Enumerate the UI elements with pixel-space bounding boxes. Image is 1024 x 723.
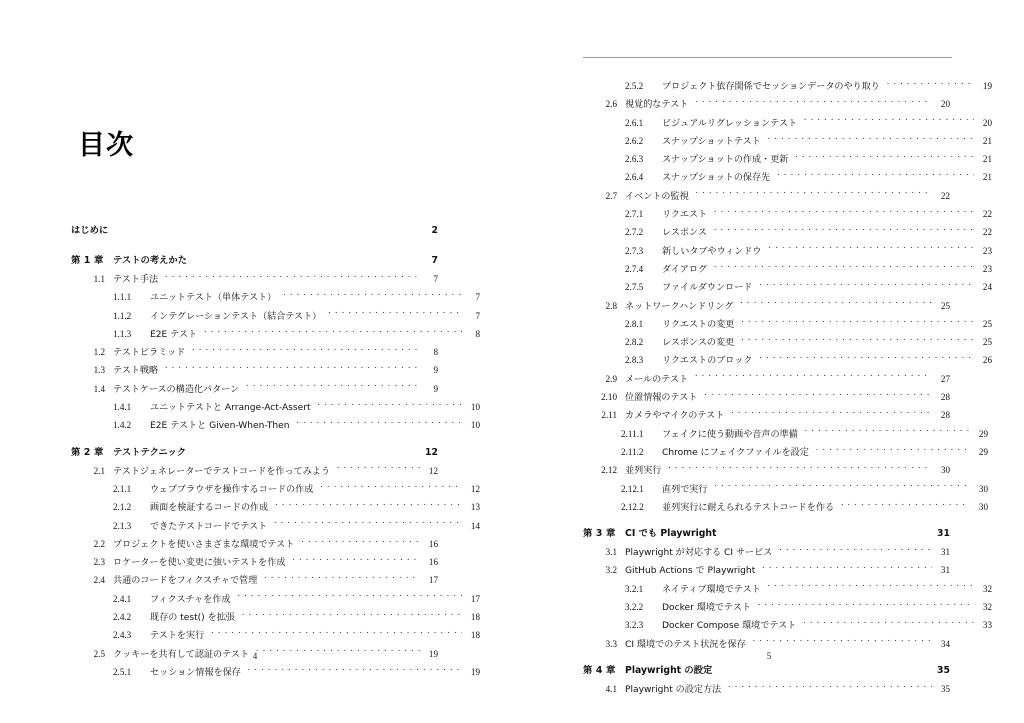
toc-entry-title: CI でも Playwright xyxy=(625,528,717,540)
toc-entry-number: 2.4.2 xyxy=(113,612,132,623)
toc-dot-leader xyxy=(696,190,932,199)
toc-entry[interactable] xyxy=(583,426,988,444)
toc-entry-page: 32 xyxy=(982,602,992,613)
toc-entry-title: Docker Compose 環境でテスト xyxy=(662,621,797,632)
toc-entry-number: 2.7 xyxy=(605,190,617,201)
toc-entry-number: 2.6.1 xyxy=(625,117,644,128)
toc-entry-title: テストピラミッド xyxy=(113,348,186,359)
folio-left: 4 xyxy=(252,651,258,661)
toc-entry[interactable] xyxy=(583,151,992,169)
toc-dot-leader xyxy=(768,583,974,592)
toc-entry-page: 25 xyxy=(982,318,992,329)
toc-entry[interactable] xyxy=(583,599,992,617)
toc-entry-page: 23 xyxy=(982,263,992,274)
toc-entry-title: テスト戦略 xyxy=(113,366,159,377)
toc-dot-leader xyxy=(841,501,970,510)
toc-entry-title: プロジェクトを使いさまざまな環境でテスト xyxy=(113,539,295,550)
toc-entry-title: スナップショットの保存先 xyxy=(662,173,771,184)
toc-dot-leader xyxy=(740,300,932,309)
toc-entry-title: レスポンスの変更 xyxy=(662,338,735,349)
toc-dot-leader xyxy=(695,373,932,382)
toc-entry-title: Playwright の設定方法 xyxy=(625,684,722,695)
toc-entry-number: 2.12.2 xyxy=(621,501,644,512)
toc-dot-leader xyxy=(714,208,974,217)
toc-entry-page: 25 xyxy=(982,337,992,348)
toc-entry-page: 13 xyxy=(470,502,480,513)
toc-dot-leader xyxy=(768,135,974,144)
toc-entry[interactable] xyxy=(583,617,992,635)
toc-dot-leader xyxy=(668,464,932,473)
toc-entry[interactable] xyxy=(71,627,480,645)
toc-entry-number: 1.1.1 xyxy=(113,292,132,303)
toc-entry-title: ロケーターを使い変更に強いテストを作成 xyxy=(113,558,286,569)
toc-entry-number: 2.8 xyxy=(605,300,617,311)
toc-dot-leader xyxy=(759,281,974,290)
toc-entry-number: 第 2 章 xyxy=(71,446,104,458)
toc-entry-title: テストの考えかた xyxy=(113,255,188,266)
toc-entry-number: 3.3 xyxy=(605,638,617,649)
toc-entry-title: テストテクニック xyxy=(113,446,187,458)
toc-entry-number: 1.1 xyxy=(93,274,105,284)
toc-entry-page: 33 xyxy=(982,620,992,631)
toc-entry-page: 25 xyxy=(940,300,950,311)
toc-dot-leader xyxy=(741,336,974,345)
toc-entry[interactable] xyxy=(71,244,438,271)
toc-entry-page: 22 xyxy=(982,209,992,220)
toc-entry-page: 30 xyxy=(940,465,950,476)
toc-entry[interactable] xyxy=(583,261,992,279)
toc-entry-number: 1.2 xyxy=(93,347,105,358)
toc-entry-title: ダイアログ xyxy=(662,264,708,275)
toc-entry[interactable] xyxy=(583,243,992,261)
toc-entry-number: 2.1 xyxy=(93,465,105,476)
toc-entry-page: 20 xyxy=(982,117,992,128)
toc-entry-page: 2 xyxy=(431,225,438,236)
toc-entry[interactable] xyxy=(583,544,950,562)
toc-dot-leader xyxy=(803,619,974,628)
toc-entry-page: 21 xyxy=(982,154,992,165)
toc-entry[interactable] xyxy=(583,169,992,187)
toc-entry[interactable] xyxy=(583,316,992,334)
toc-dot-leader xyxy=(283,291,462,300)
toc-entry[interactable] xyxy=(583,133,992,151)
toc-entry-page: 24 xyxy=(982,282,992,293)
toc-entry[interactable] xyxy=(71,591,480,609)
toc-entry[interactable] xyxy=(71,572,438,590)
toc-entry[interactable] xyxy=(71,381,438,399)
toc-entry[interactable] xyxy=(71,289,480,307)
toc-entry-title: レスポンス xyxy=(662,228,707,239)
toc-dot-leader xyxy=(741,318,974,327)
toc-entry-page: 19 xyxy=(470,666,480,677)
toc-entry-number: 3.2.3 xyxy=(625,620,644,631)
toc-entry-page: 19 xyxy=(982,81,992,91)
toc-entry-page: 20 xyxy=(940,99,950,110)
toc-entry-page: 28 xyxy=(940,392,950,403)
toc-entry-number: 2.6.2 xyxy=(625,135,644,146)
toc-entry[interactable] xyxy=(583,681,950,699)
toc-entry-number: 2.5.1 xyxy=(113,666,132,677)
toc-entry-page: 9 xyxy=(433,383,438,394)
toc-entry[interactable] xyxy=(583,352,992,370)
toc-entry-title: ファイルダウンロード xyxy=(662,283,753,294)
toc-entry-number: 2.12.1 xyxy=(621,483,644,494)
toc-entry-number: 2.11.2 xyxy=(621,446,644,457)
toc-entry-number: 第 1 章 xyxy=(71,255,104,266)
toc-entry[interactable] xyxy=(71,554,438,572)
toc-dot-leader xyxy=(762,564,932,573)
toc-dot-leader xyxy=(804,117,974,126)
toc-entry-number: 2.7.1 xyxy=(625,209,644,220)
toc-entry[interactable] xyxy=(583,462,950,480)
toc-entry[interactable] xyxy=(71,326,480,344)
toc-entry-title: E2E テストと Given-When-Then xyxy=(150,421,290,432)
toc-entry[interactable] xyxy=(583,78,992,96)
toc-entry-title: ネイティブ環境でテスト xyxy=(662,584,761,595)
toc-entry-title: 視覚的なテスト xyxy=(625,100,689,111)
toc-entry-number: 2.2 xyxy=(93,538,105,549)
toc-dot-leader xyxy=(887,80,974,89)
toc-entry-number: 2.5 xyxy=(93,648,105,659)
toc-entry-page: 29 xyxy=(978,446,988,457)
toc-entry-number: 2.4 xyxy=(93,575,105,586)
toc-entry[interactable] xyxy=(583,562,950,580)
toc-entry-title: スナップショットテスト xyxy=(662,136,761,147)
toc-entry[interactable] xyxy=(583,115,992,133)
toc-entry[interactable] xyxy=(583,581,992,599)
toc-entry-title: はじめに xyxy=(71,225,109,236)
toc-dot-leader xyxy=(238,593,462,602)
toc-entry-title: Playwright の設定 xyxy=(625,664,713,676)
toc-dot-leader xyxy=(320,483,462,492)
toc-entry-title: 位置情報のテスト xyxy=(625,393,698,404)
toc-dot-leader xyxy=(704,391,932,400)
toc-dot-leader xyxy=(695,98,932,107)
toc-entry[interactable] xyxy=(583,334,992,352)
toc-entry-page: 29 xyxy=(978,428,988,439)
toc-dot-leader xyxy=(292,556,420,565)
toc-entry-number: 2.11.1 xyxy=(621,428,644,439)
toc-entry-page: 18 xyxy=(470,612,480,623)
toc-dot-leader xyxy=(248,666,462,675)
toc-entry[interactable] xyxy=(583,96,950,114)
toc-entry[interactable] xyxy=(71,518,480,536)
toc-entry-page: 7 xyxy=(431,255,438,266)
toc-dot-leader xyxy=(204,328,462,337)
toc-entry[interactable] xyxy=(583,279,992,297)
toc-entry-page: 12 xyxy=(425,446,438,458)
toc-entry-title: プロジェクト依存関係でセッションデータのやり取り xyxy=(662,82,880,92)
toc-entry-page: 30 xyxy=(978,501,988,512)
toc-dot-leader xyxy=(759,354,974,363)
toc-entry-page: 12 xyxy=(470,483,480,494)
page-title: 目次 xyxy=(78,130,134,161)
toc-entry[interactable] xyxy=(583,371,950,389)
toc-list-left xyxy=(71,218,480,682)
toc-entry[interactable] xyxy=(583,407,950,425)
toc-entry[interactable] xyxy=(71,436,438,463)
toc-entry-title: ビジュアルリグレッションテスト xyxy=(662,118,798,129)
toc-entry-title: Docker 環境でテスト xyxy=(662,603,751,614)
toc-entry-number: 2.1.3 xyxy=(113,520,132,531)
toc-entry-title: Playwright が対応する CI サービス xyxy=(625,548,773,559)
toc-entry-page: 17 xyxy=(428,575,438,586)
toc-entry-number: 2.8.2 xyxy=(625,337,644,348)
toc-dot-leader xyxy=(769,245,975,254)
toc-entry[interactable] xyxy=(71,499,480,517)
toc-entry[interactable] xyxy=(71,308,480,326)
toc-entry[interactable] xyxy=(583,188,950,206)
toc-entry-page: 28 xyxy=(940,410,950,421)
toc-dot-leader xyxy=(779,546,932,555)
toc-entry-number: 2.6.3 xyxy=(625,154,644,165)
toc-entry-page: 34 xyxy=(940,638,950,649)
toc-entry-number: 2.4.1 xyxy=(113,593,132,604)
toc-entry-number: 3.2.2 xyxy=(625,602,644,613)
toc-entry-number: 1.1.2 xyxy=(113,310,132,321)
toc-entry-number: 1.4 xyxy=(93,383,105,394)
toc-entry[interactable] xyxy=(71,609,480,627)
toc-entry[interactable] xyxy=(71,536,438,554)
toc-dot-leader xyxy=(211,629,462,638)
toc-entry[interactable] xyxy=(583,499,988,517)
toc-entry-page: 8 xyxy=(475,328,480,339)
toc-dot-leader xyxy=(328,310,462,319)
toc-entry-number: 2.6 xyxy=(605,99,617,110)
toc-entry-title: インテグレーションテスト（結合テスト） xyxy=(150,311,322,322)
toc-entry-page: 16 xyxy=(428,557,438,568)
toc-entry-page: 7 xyxy=(475,310,480,321)
toc-entry-number: 2.9 xyxy=(605,373,617,384)
toc-entry-number: 2.3 xyxy=(93,557,105,568)
toc-entry[interactable] xyxy=(583,389,950,407)
toc-dot-leader xyxy=(242,611,462,620)
toc-entry-title: クッキーを共有して認証のテスト xyxy=(113,649,250,660)
toc-entry-page: 31 xyxy=(940,547,950,558)
toc-entry-title: セッション情報を保存 xyxy=(150,667,241,678)
toc-entry-number: 2.5.2 xyxy=(625,81,644,91)
toc-entry-title: ユニットテストと Arrange-Act-Assert xyxy=(150,403,311,414)
toc-dot-leader xyxy=(301,538,420,547)
toc-entry-title: 新しいタブやウィンドウ xyxy=(662,246,762,257)
toc-dot-leader xyxy=(758,601,974,610)
toc-entry-title: 共通のコードをフィクスチャで管理 xyxy=(113,576,258,587)
toc-dot-leader xyxy=(246,383,420,392)
toc-entry-number: 2.12 xyxy=(601,465,617,476)
toc-entry-title: リクエストの変更 xyxy=(662,319,735,330)
toc-entry[interactable] xyxy=(71,463,438,481)
toc-entry-page: 8 xyxy=(433,347,438,358)
toc-entry-page: 23 xyxy=(982,245,992,256)
toc-entry-title: 並列実行 xyxy=(625,466,662,477)
toc-entry[interactable] xyxy=(583,444,988,462)
toc-entry-title: ユニットテスト（単体テスト） xyxy=(150,293,277,304)
toc-entry-page: 22 xyxy=(940,190,950,201)
toc-entry-title: E2E テスト xyxy=(150,329,198,340)
toc-entry-title: できたテストコードでテスト xyxy=(150,521,268,532)
toc-entry-number: 3.2 xyxy=(605,565,617,576)
toc-entry-number: 2.1.2 xyxy=(113,502,132,513)
toc-entry-number: 2.7.5 xyxy=(625,282,644,293)
toc-entry-title: リクエストのブロック xyxy=(662,356,753,367)
toc-entry-number: 1.3 xyxy=(93,365,105,376)
toc-entry-number: 第 3 章 xyxy=(583,528,616,540)
toc-entry-page: 7 xyxy=(475,292,480,303)
toc-entry-title: CI 環境でのテスト状況を保存 xyxy=(625,639,746,650)
toc-dot-leader xyxy=(728,683,932,692)
toc-dot-leader xyxy=(275,501,462,510)
toc-dot-leader xyxy=(192,346,420,355)
toc-dot-leader xyxy=(816,446,970,455)
toc-dot-leader xyxy=(714,263,974,272)
toc-entry-title: メールのテスト xyxy=(625,374,689,385)
toc-entry-page: 7 xyxy=(433,274,438,284)
toc-entry-title: スナップショットの作成・更新 xyxy=(662,155,789,166)
toc-entry-number: 1.1.3 xyxy=(113,328,132,339)
toc-entry-title: テストケースの構造化パターン xyxy=(113,384,240,395)
toc-list-right xyxy=(583,78,992,699)
toc-entry-page: 35 xyxy=(940,683,950,694)
toc-entry-page: 21 xyxy=(982,172,992,183)
toc-entry-page: 31 xyxy=(940,565,950,576)
toc-entry-title: 既存の test() を拡張 xyxy=(150,613,235,624)
toc-dot-leader xyxy=(337,465,420,474)
toc-entry[interactable] xyxy=(583,224,992,242)
toc-entry-number: 2.7.4 xyxy=(625,263,644,274)
toc-entry-page: 26 xyxy=(982,355,992,366)
toc-dot-leader xyxy=(165,273,420,282)
toc-dot-leader xyxy=(777,171,974,180)
toc-entry-page: 9 xyxy=(433,365,438,376)
toc-entry-number: 2.7.2 xyxy=(625,227,644,238)
toc-entry-page: 31 xyxy=(937,528,950,540)
toc-entry-title: テストジェネレーターでテストコードを作ってみよう xyxy=(113,466,330,477)
toc-dot-leader xyxy=(264,574,420,583)
toc-entry-number: 2.11 xyxy=(601,410,617,421)
toc-entry-page: 32 xyxy=(982,583,992,594)
toc-entry-title: ウェブブラウザを操作するコードの作成 xyxy=(150,484,314,495)
toc-entry-page: 10 xyxy=(470,402,480,413)
toc-entry[interactable] xyxy=(71,271,438,289)
toc-dot-leader xyxy=(731,409,932,418)
toc-entry[interactable] xyxy=(71,218,438,244)
toc-entry-number: 2.10 xyxy=(601,392,617,403)
toc-dot-leader xyxy=(714,483,970,492)
toc-entry-title: カメラやマイクのテスト xyxy=(625,411,725,422)
toc-entry[interactable] xyxy=(583,481,988,499)
toc-entry-page: 18 xyxy=(470,630,480,641)
toc-dot-leader xyxy=(274,520,462,529)
toc-dot-leader xyxy=(805,428,970,437)
toc-entry-page: 30 xyxy=(978,483,988,494)
toc-entry-number: 3.2.1 xyxy=(625,583,644,594)
toc-entry-page: 19 xyxy=(428,648,438,659)
toc-entry-number: 3.1 xyxy=(605,547,617,558)
toc-entry-title: フェイクに使う動画や音声の準備 xyxy=(662,429,798,440)
toc-entry-title: ネットワークハンドリング xyxy=(625,301,734,312)
toc-entry-page: 12 xyxy=(428,465,438,476)
toc-entry-number: 2.8.1 xyxy=(625,318,644,329)
toc-entry-number: 2.8.3 xyxy=(625,355,644,366)
toc-entry[interactable] xyxy=(71,481,480,499)
toc-entry-page: 14 xyxy=(470,520,480,531)
toc-entry-title: フィクスチャを作成 xyxy=(150,594,231,605)
toc-entry-title: GitHub Actions で Playwright xyxy=(625,566,756,577)
toc-dot-leader xyxy=(714,226,974,235)
toc-entry-title: テスト手法 xyxy=(113,275,159,285)
toc-entry-page: 17 xyxy=(470,593,480,604)
toc-dot-leader xyxy=(795,153,974,162)
page-right xyxy=(512,0,1024,723)
toc-entry-title: 画面を検証するコードの作成 xyxy=(150,503,269,514)
toc-entry-page: 35 xyxy=(937,664,950,676)
toc-entry-title: テストを実行 xyxy=(150,631,205,642)
toc-entry-title: リクエスト xyxy=(662,210,708,221)
toc-entry[interactable] xyxy=(71,664,480,682)
toc-entry[interactable] xyxy=(583,517,950,544)
folio-right: 5 xyxy=(766,651,772,661)
toc-entry[interactable] xyxy=(71,344,438,362)
toc-entry-page: 10 xyxy=(470,420,480,431)
toc-entry-number: 2.4.3 xyxy=(113,630,132,641)
toc-dot-leader xyxy=(753,638,932,647)
toc-entry[interactable] xyxy=(71,399,480,417)
toc-entry[interactable] xyxy=(583,206,992,224)
toc-entry-number: 2.7.3 xyxy=(625,245,644,256)
toc-entry-title: 並列実行に耐えられるテストコードを作る xyxy=(662,502,835,513)
toc-dot-leader xyxy=(297,419,462,428)
toc-entry[interactable] xyxy=(583,298,950,316)
toc-entry[interactable] xyxy=(71,362,438,380)
toc-entry-number: 2.6.4 xyxy=(625,172,644,183)
toc-entry-number: 第 4 章 xyxy=(583,664,616,676)
toc-entry-page: 16 xyxy=(428,538,438,549)
toc-entry-number: 4.1 xyxy=(605,683,617,694)
toc-entry-title: イベントの監視 xyxy=(625,191,689,202)
toc-dot-leader xyxy=(165,364,420,373)
toc-entry-page: 21 xyxy=(982,135,992,146)
toc-entry[interactable] xyxy=(71,417,480,435)
toc-entry-page: 27 xyxy=(940,373,950,384)
toc-entry-number: 2.1.1 xyxy=(113,483,132,494)
toc-dot-leader xyxy=(318,401,462,410)
toc-entry-number: 1.4.1 xyxy=(113,402,132,413)
toc-entry-number: 1.4.2 xyxy=(113,420,132,431)
running-header-rule xyxy=(583,57,952,58)
toc-entry-title: Chrome にフェイクファイルを設定 xyxy=(662,447,809,458)
toc-entry-page: 22 xyxy=(982,227,992,238)
toc-entry-title: 直列で実行 xyxy=(662,484,708,495)
